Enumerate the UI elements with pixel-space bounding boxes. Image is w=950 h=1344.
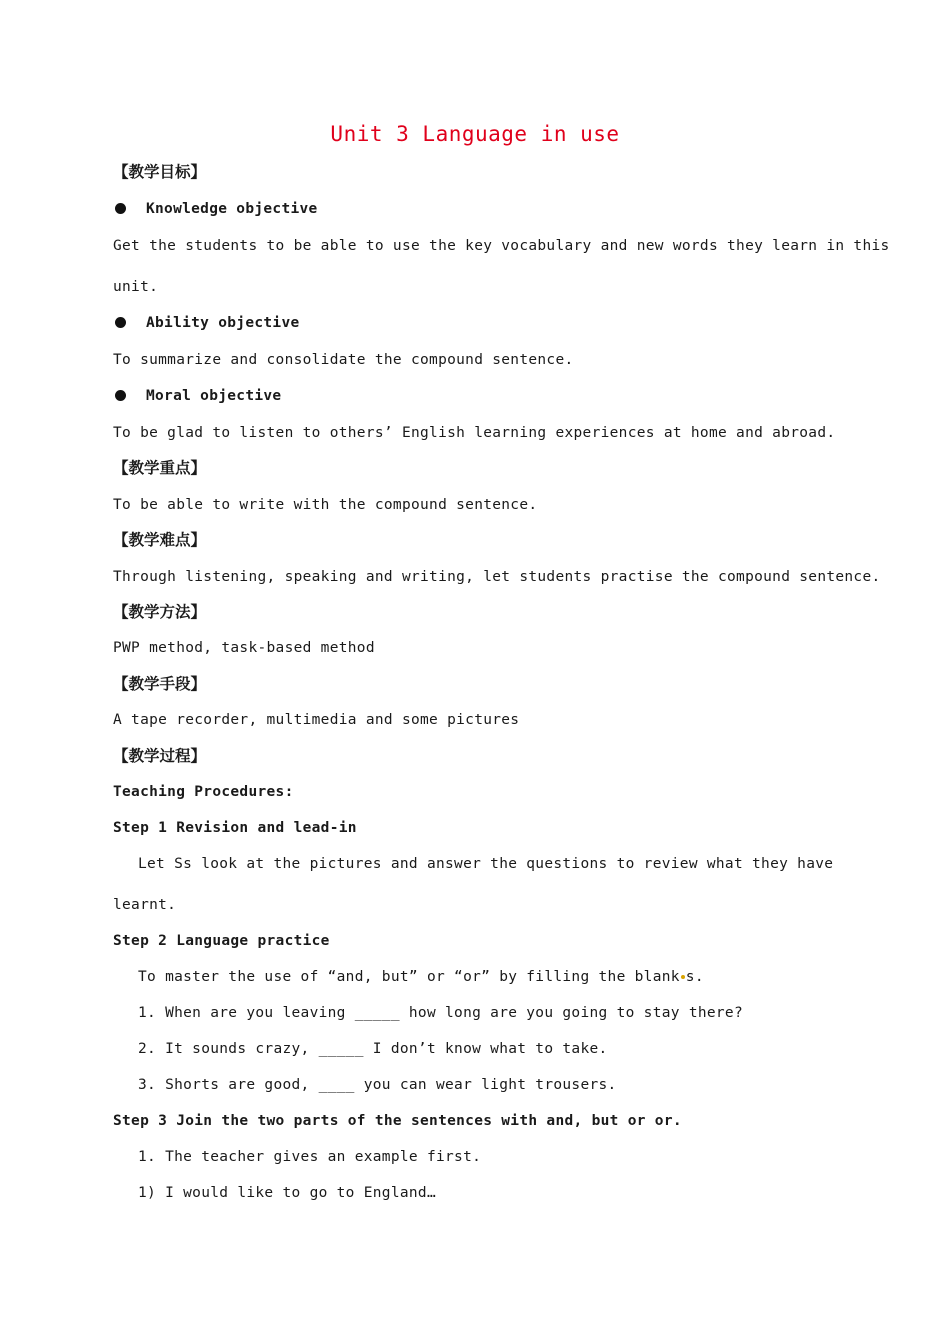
step2-intro [138, 967, 704, 987]
step1-label: Step 1 Revision and lead-in [113, 820, 357, 836]
step2-item-3: 3. Shorts are good, ____ you can wear light trousers. [138, 1077, 617, 1093]
difficulties-text: Through listening, speaking and writing, let students practise the compound sentence. [113, 569, 881, 585]
difficulties-heading: 【教学难点】 [113, 531, 207, 549]
ability-label: Ability objective [146, 315, 300, 331]
step3-item-1: 1. The teacher gives an example first. [138, 1149, 482, 1165]
knowledge-text-line-1: Get the students to be able to use the key vocabulary and new words they learn in this [113, 238, 890, 254]
step3-label: Step 3 Join the two parts of the sentences with and, but or or. [113, 1113, 682, 1129]
key-points-text: To be able to write with the compound sentence. [113, 497, 538, 513]
step2-label: Step 2 Language practice [113, 933, 330, 949]
knowledge-text-line-2: unit. [113, 279, 159, 295]
knowledge-label: Knowledge objective [146, 201, 318, 217]
ability-text: To summarize and consolidate the compound sentence. [113, 352, 574, 368]
means-text: A tape recorder, multimedia and some pictures [113, 712, 520, 728]
step2-intro-text: To master the use of “and, but” or “or” by filling the blank [138, 969, 680, 985]
step2-intro-end: s. [685, 969, 704, 985]
moral-text: To be glad to listen to others’ English learning experiences at home and abroad. [113, 425, 836, 441]
step3-sub-1: 1) I would like to go to England… [138, 1185, 436, 1201]
bullet-icon [115, 203, 126, 214]
step2-item-2: 2. It sounds crazy, _____ I don’t know what to take. [138, 1041, 608, 1057]
objectives-heading: 【教学目标】 [113, 163, 207, 181]
step1-text-line-1: Let Ss look at the pictures and answer the questions to review what they have [138, 856, 834, 872]
step2-item-1: 1. When are you leaving _____ how long are you going to stay there? [138, 1005, 743, 1021]
means-heading: 【教学手段】 [113, 675, 207, 693]
methods-text: PWP method, task-based method [113, 640, 375, 656]
step1-text-line-2: learnt. [113, 897, 177, 913]
methods-heading: 【教学方法】 [113, 603, 207, 621]
edit-mark-icon [681, 975, 685, 979]
process-heading: 【教学过程】 [113, 747, 207, 765]
key-points-heading: 【教学重点】 [113, 459, 207, 477]
bullet-icon [115, 317, 126, 328]
moral-label: Moral objective [146, 388, 282, 404]
procedures-label: Teaching Procedures: [113, 784, 294, 800]
bullet-icon [115, 390, 126, 401]
document-title: Unit 3 Language in use [330, 122, 620, 146]
